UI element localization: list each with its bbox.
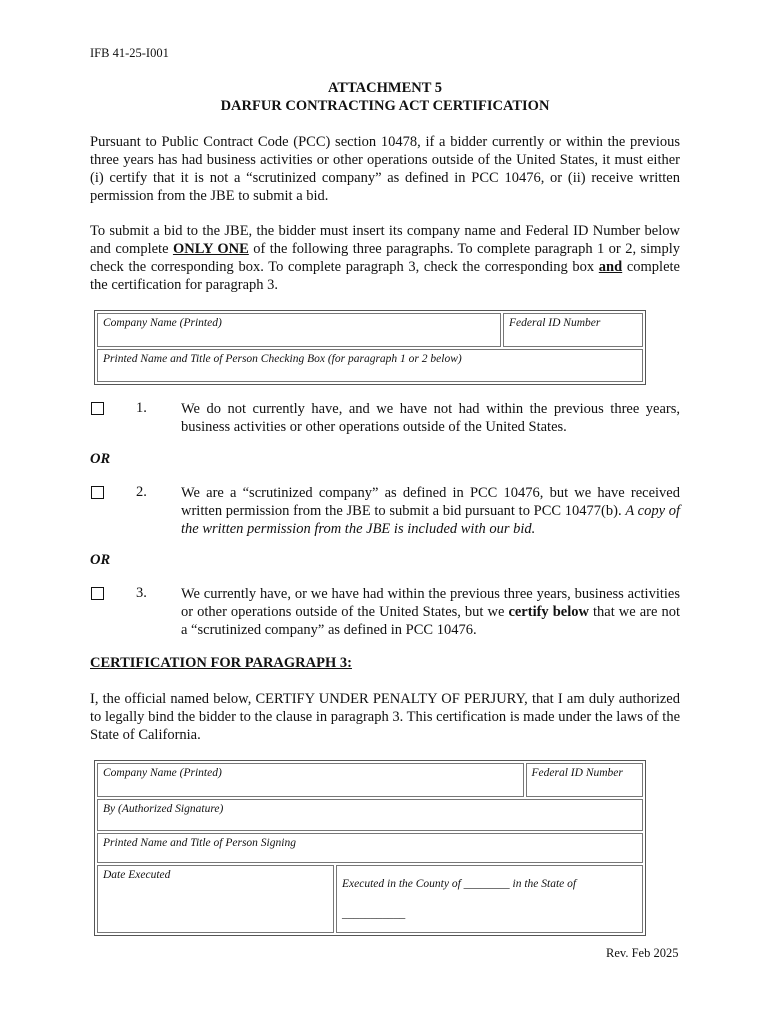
option-2-number: 2. [136,484,147,500]
certification-paragraph: I, the official named below, CERTIFY UNDER PENALTY OF PERJURY, that I am duly authorized to legally bind the bidder to the clause in paragraph 3. This certification is made under the laws of the State of California. [90,691,680,743]
bidder-info-form [94,310,646,385]
cert-federal-id-label: Federal ID Number [531,767,623,779]
company-name-field[interactable] [97,313,501,347]
option-2-checkbox[interactable] [91,486,104,499]
option-3-bold: certify below [508,604,589,620]
option-3-part-a: We currently have, or we have had within the previous three years, business activities or other operations outside of the United States, but we [181,586,680,620]
option-3-number: 3. [136,585,147,601]
only-one-emphasis: ONLY ONE [172,241,249,257]
or-label-1: OR [90,451,111,467]
instructions-part3: complete the certification for paragraph 3. [90,259,680,293]
attachment-title: ATTACHMENT 5 [328,80,442,96]
cert-company-name-field[interactable] [97,763,524,797]
instructions-part1: To submit a bid to the JBE, the bidder must insert its company name and Federal ID Number below and complete [90,223,680,257]
cert-company-name-label: Company Name (Printed) [103,767,222,779]
checker-name-label: Printed Name and Title of Person Checking Box (for paragraph 1 or 2 below) [103,353,462,365]
cert-federal-id-field[interactable] [526,763,643,797]
document-id: IFB 41-25-I001 [90,46,169,60]
option-1-text: We do not currently have, and we have not had within the previous three years, business activities or other operations outside of the United States. [181,401,680,435]
company-name-label: Company Name (Printed) [103,317,222,329]
instructions-part2: of the following three paragraphs. To complete paragraph 1 or 2, simply check the corresponding box. To complete paragraph 3, check the corresponding box [90,241,680,275]
option-3-checkbox[interactable] [91,587,104,600]
intro-paragraph: Pursuant to Public Contract Code (PCC) section 10478, if a bidder currently or within the previous three years has had business activities or other operations outside of the United States, it must either (i) certify that it is not a “scrutinized company” as defined in PCC 10476, or (ii) receive written permission from the JBE to submit a bid. [90,134,680,204]
option-2-text [181,484,680,538]
option-2-main: We are a “scrutinized company” as defined in PCC 10476, but we have received written permission from the JBE to submit a bid pursuant to PCC 10477(b). [181,485,680,519]
date-executed-label: Date Executed [103,869,171,881]
and-emphasis: and [598,259,623,275]
certification-title: DARFUR CONTRACTING ACT CERTIFICATION [220,98,550,114]
federal-id-field[interactable] [503,313,643,347]
signer-name-label: Printed Name and Title of Person Signing [103,837,296,849]
option-3-text [181,585,680,639]
option-3-part-b: that we are not a “scrutinized company” as defined in PCC 10476. [181,604,680,638]
date-executed-field[interactable] [97,865,334,933]
signature-field[interactable] [97,799,643,831]
certification-heading: CERTIFICATION FOR PARAGRAPH 3: [90,655,352,671]
federal-id-label: Federal ID Number [509,317,601,329]
county-state-field[interactable] [336,865,643,933]
county-state-line1: Executed in the County of ________ in the State of [342,878,577,890]
option-1-checkbox[interactable] [91,402,104,415]
signer-name-field[interactable] [97,833,643,863]
revision-date: Rev. Feb 2025 [606,946,679,960]
or-label-2: OR [90,552,111,568]
certification-form [94,760,646,936]
checker-name-field[interactable] [97,349,643,382]
county-state-line2: ___________ [342,908,406,920]
option-1-number: 1. [136,400,147,416]
signature-label: By (Authorized Signature) [103,803,224,815]
option-2-italic: A copy of the written permission from the JBE is included with our bid. [181,503,681,537]
instructions-paragraph [90,222,680,294]
